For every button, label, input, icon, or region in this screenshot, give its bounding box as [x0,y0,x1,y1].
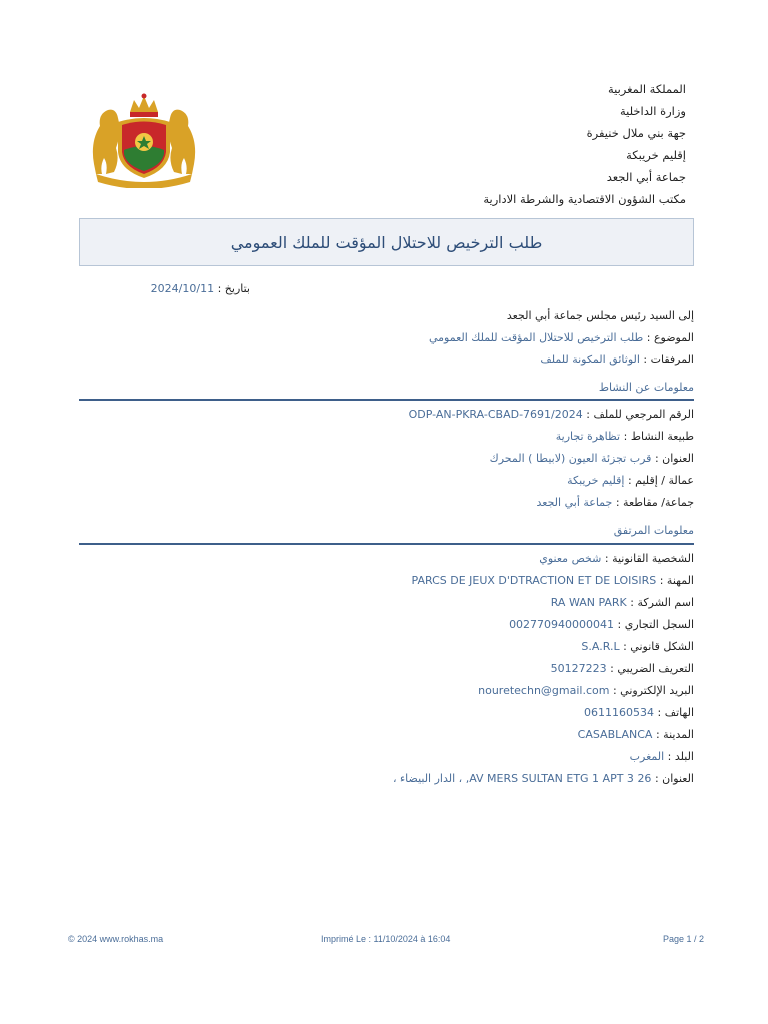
header-commune: جماعة أبي الجعد [606,170,686,184]
applicant-row-tax-id [551,662,694,675]
applicant-row-email [478,684,694,697]
applicant-row-address [393,772,694,785]
row-value: nouretechn@gmail.com [478,684,610,697]
row-value: 26 AV MERS SULTAN ETG 1 APT 3, ، الدار البيضاء ، [392,772,652,785]
row-label: طبيعة النشاط : [623,430,694,443]
activity-section-divider [79,399,694,401]
recipient-line: إلى السيد رئيس مجلس جماعة أبي الجعد [506,309,694,322]
header-region: جهة بني ملال خنيفرة [586,126,686,140]
applicant-section-title: معلومات المرتفق [613,524,694,537]
row-label: العنوان : [654,772,694,785]
subject-row [429,331,694,344]
applicant-row-company [551,596,694,609]
row-label: الشكل قانوني : [623,640,694,653]
activity-row-type [556,430,694,443]
applicant-row-city [578,728,694,741]
row-label: السجل التجاري : [617,618,694,631]
header-office: مكتب الشؤون الاقتصادية والشرطة الادارية [483,192,686,206]
activity-row-province [567,474,694,487]
administrative-header [346,78,686,210]
applicant-row-profession [412,574,694,587]
row-label: عمالة / إقليم : [627,474,694,487]
activity-row-reference [409,408,694,421]
row-label: جماعة/ مقاطعة : [615,496,694,509]
row-label: البريد الإلكتروني : [612,684,694,697]
date-row [130,282,250,295]
row-value: قرب تجزئة العيون (لابيطا ) المحرك [489,452,652,465]
row-value: PARCS DE JEUX D'DTRACTION ET DE LOISIRS [411,574,657,587]
applicant-row-country [630,750,694,763]
row-value: CASABLANCA [577,728,653,741]
row-label: الهاتف : [657,706,694,719]
attachments-row [540,353,694,366]
row-value: RA WAN PARK [550,596,627,609]
row-value: إقليم خريبكة [567,474,625,487]
row-value: شخص معنوي [539,552,602,565]
row-label: المدينة : [655,728,694,741]
document-title: طلب الترخيص للاحتلال المؤقت للملك العمومي [230,232,543,252]
attachments-label: المرفقات : [643,353,694,366]
row-label: العنوان : [654,452,694,465]
row-value: S.A.R.L [581,640,620,653]
row-value: 002770940000041 [509,618,615,631]
header-ministry: وزارة الداخلية [619,104,686,118]
activity-row-commune [537,496,695,509]
date-value: 2024/10/11 [150,282,215,295]
row-value: ODP-AN-PKRA-CBAD-7691/2024 [408,408,583,421]
footer-printed-date: Imprimé Le : 11/10/2024 à 16:04 [321,934,451,944]
applicant-row-legal-form [581,640,694,653]
row-value: 50127223 [550,662,607,675]
date-label: بتاريخ : [217,282,250,295]
row-label: المهنة : [659,574,694,587]
row-label: البلد : [667,750,694,763]
attachments-value: الوثائق المكونة للملف [540,353,640,366]
coat-of-arms-icon [86,92,202,188]
subject-label: الموضوع : [646,331,694,344]
row-label: الرقم المرجعي للملف : [586,408,694,421]
footer-copyright: © 2024 www.rokhas.ma [68,934,164,944]
document-title-box [79,218,694,266]
header-province: إقليم خريبكة [626,148,686,162]
activity-section-title: معلومات عن النشاط [598,381,694,394]
footer-page-number: Page 1 / 2 [662,934,704,944]
applicant-section-divider [79,543,694,545]
applicant-row-trade-register [509,618,694,631]
row-value: 0611160534 [584,706,655,719]
row-label: التعريف الضريبي : [610,662,694,675]
activity-row-address [490,452,694,465]
header-kingdom: المملكة المغربية [607,82,686,96]
subject-value: طلب الترخيص للاحتلال المؤقت للملك العمومي [428,331,644,344]
row-value: جماعة أبي الجعد [536,496,613,509]
row-value: المغرب [629,750,665,763]
applicant-row-legal-status [539,552,694,565]
row-value: تظاهرة تجارية [555,430,621,443]
applicant-row-phone [584,706,694,719]
row-label: الشخصية القانونية : [604,552,694,565]
row-label: اسم الشركة : [630,596,694,609]
